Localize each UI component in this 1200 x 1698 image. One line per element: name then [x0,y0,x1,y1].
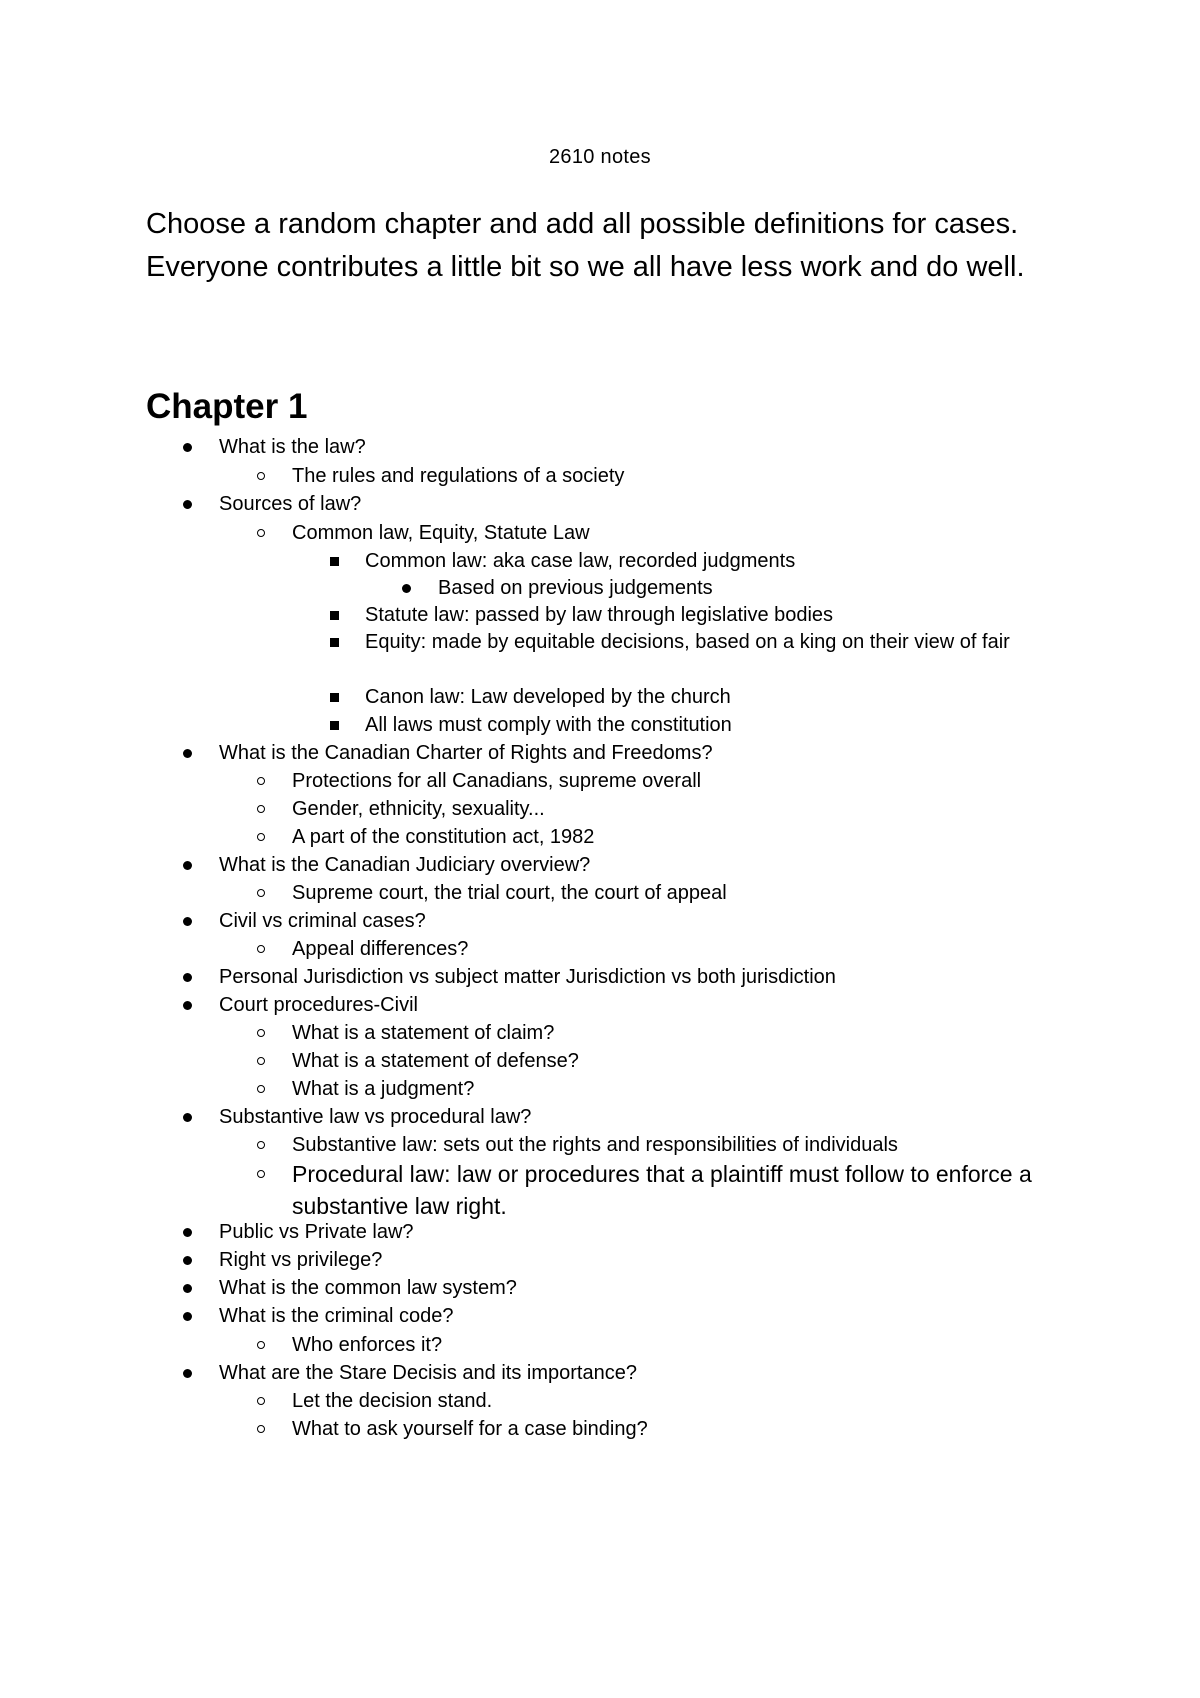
list-item-text: What is the criminal code? [219,1305,454,1327]
bullet-icon [330,611,339,620]
list-item-text: What is the law? [219,436,366,458]
list-item [292,795,1070,824]
bullet-icon [257,529,265,537]
bullet-icon [183,443,192,452]
list-item-text: What to ask yourself for a case binding? [292,1418,648,1440]
list-item-text: What is a statement of claim? [292,1022,555,1044]
list-item [219,1302,1070,1331]
bullet-icon [183,917,192,926]
list-item-text: What is the common law system? [219,1277,517,1299]
list-item [219,1246,1070,1275]
bullet-icon [257,833,265,841]
list-item-text: Right vs privilege? [219,1249,383,1271]
bullet-icon [183,749,192,758]
list-item-text: Who enforces it? [292,1334,443,1356]
list-item-text: The rules and regulations of a society [292,465,625,487]
list-item-text: Public vs Private law? [219,1221,414,1243]
list-item [219,490,1070,519]
list-item-text: Canon law: Law developed by the church [365,686,731,708]
list-item-text: Statute law: passed by law through legislative bodies [365,604,834,626]
bullet-icon [330,693,339,702]
list-item [438,574,1070,603]
bullet-icon [257,945,265,953]
intro-paragraph: Choose a random chapter and add all possible definitions for cases. Everyone contributes a little bit so we all have less work and do well. [146,208,1025,283]
list-item [292,1075,1070,1104]
list-item [292,1131,1070,1160]
list-item-text: Substantive law vs procedural law? [219,1106,532,1128]
bullet-icon [183,1228,192,1237]
list-item-text: What is a judgment? [292,1078,475,1100]
list-item [292,1019,1070,1048]
list-item-text: Based on previous judgements [438,577,713,599]
list-item [365,628,1070,657]
list-item [219,991,1070,1020]
list-item [219,1103,1070,1132]
list-item-text: What is the Canadian Charter of Rights and Freedoms? [219,742,713,764]
list-item [219,851,1070,880]
list-item [219,739,1070,768]
list-item [292,935,1070,964]
bullet-icon [183,1113,192,1122]
list-item [292,462,1070,491]
list-item [292,1387,1070,1416]
bullet-icon [257,889,265,897]
list-item-text: Supreme court, the trial court, the court of appeal [292,882,727,904]
list-item [365,601,1070,630]
list-item [219,963,1070,992]
list-item-text: Civil vs criminal cases? [219,910,426,932]
list-item [365,683,1070,712]
bullet-icon [183,500,192,509]
list-item-text: Appeal differences? [292,938,469,960]
bullet-icon [257,777,265,785]
list-item [292,1158,1070,1222]
bullet-icon [257,1397,265,1405]
bullet-icon [183,973,192,982]
list-item-text: A part of the constitution act, 1982 [292,826,595,848]
list-item-text: Court procedures-Civil [219,994,418,1016]
list-item-text: Personal Jurisdiction vs subject matter Jurisdiction vs both jurisdiction [219,966,836,988]
list-item [292,823,1070,852]
document-title: 2610 notes [549,146,651,168]
bullet-icon [257,1057,265,1065]
bullet-icon [257,1141,265,1149]
bullet-icon [183,1001,192,1010]
bullet-icon [183,1369,192,1378]
list-item [219,1218,1070,1247]
list-item [219,433,1070,462]
bullet-icon [257,1341,265,1349]
list-item [365,547,1070,576]
list-item [292,879,1070,908]
list-item [219,1274,1070,1303]
list-item [292,519,1070,548]
bullet-icon [183,861,192,870]
list-item [292,767,1070,796]
list-item-text: Common law, Equity, Statute Law [292,522,590,544]
list-item [219,907,1070,936]
bullet-icon [257,1425,265,1433]
list-item-text: Common law: aka case law, recorded judgments [365,550,796,572]
list-item-text: All laws must comply with the constitution [365,714,732,736]
bullet-icon [330,557,339,566]
list-item-text: Protections for all Canadians, supreme overall [292,770,702,792]
list-item-text: What are the Stare Decisis and its importance? [219,1362,637,1384]
bullet-icon [183,1312,192,1321]
bullet-icon [330,638,339,647]
bullet-icon [257,1029,265,1037]
bullet-icon [257,1170,265,1178]
bullet-icon [183,1284,192,1293]
bullet-icon [330,721,339,730]
list-item [292,1415,1070,1444]
chapter-heading: Chapter 1 [146,387,308,426]
list-item [365,711,1070,740]
bullet-icon [183,1256,192,1265]
list-item-text: Substantive law: sets out the rights and responsibilities of individuals [292,1134,898,1156]
list-item-text: Gender, ethnicity, sexuality... [292,798,545,820]
list-item [292,1331,1070,1360]
list-item [292,1047,1070,1076]
bullet-icon [257,1085,265,1093]
list-item-text: What is a statement of defense? [292,1050,579,1072]
list-item-text: Procedural law: law or procedures that a plaintiff must follow to enforce a substantive law right. [292,1161,1032,1219]
bullet-icon [257,805,265,813]
list-item-text: Let the decision stand. [292,1390,493,1412]
bullet-icon [402,584,411,593]
list-item-text: Equity: made by equitable decisions, based on a king on their view of fair [365,631,1010,653]
bullet-icon [257,472,265,480]
list-item [219,1359,1070,1388]
list-item-text: Sources of law? [219,493,362,515]
list-item-text: What is the Canadian Judiciary overview? [219,854,591,876]
